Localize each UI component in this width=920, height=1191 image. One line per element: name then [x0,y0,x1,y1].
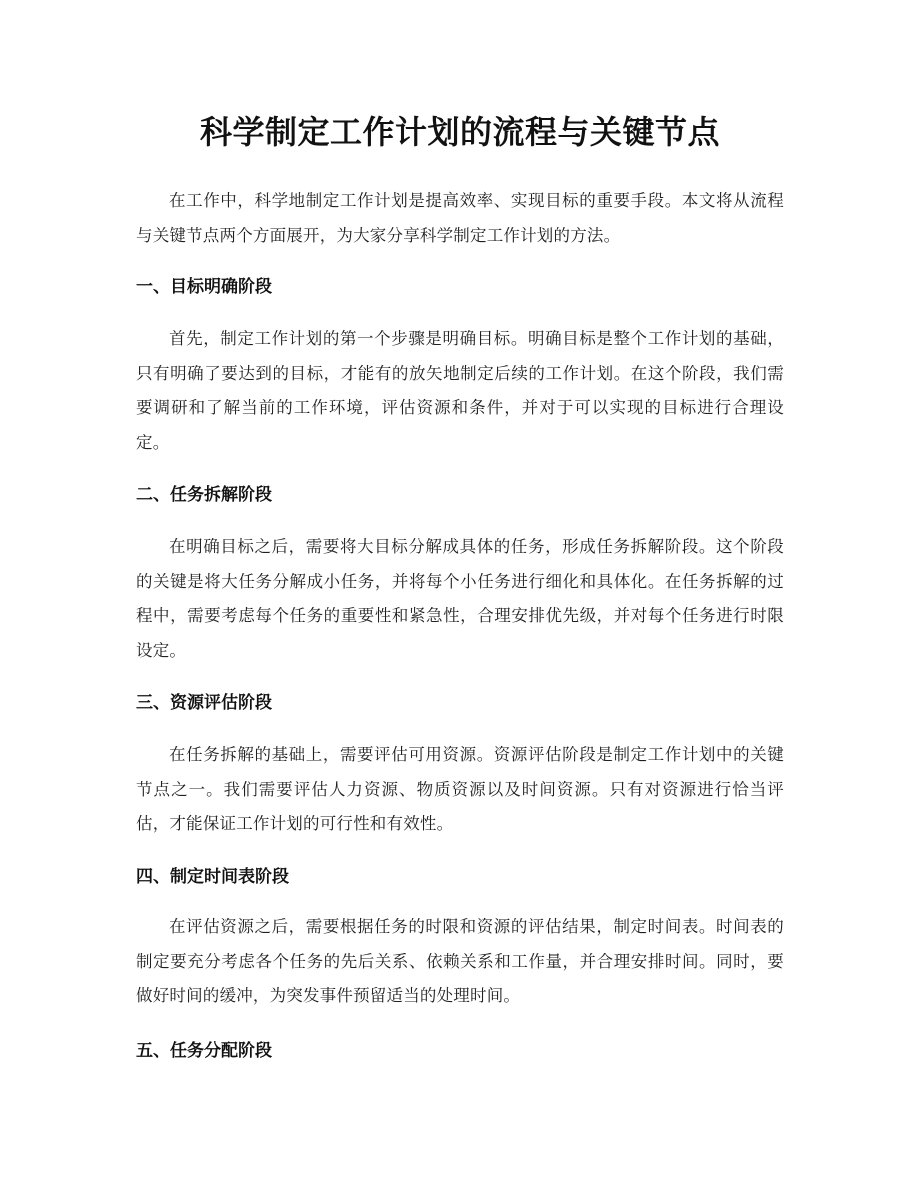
section-heading-2: 二、任务拆解阶段 [136,485,272,505]
section-body-1: 首先，制定工作计划的第一个步骤是明确目标。明确目标是整个工作计划的基础，只有明确了要达到的目标，才能有的放矢地制定后续的工作计划。在这个阶段，我们需要调研和了解当前的工作环境，评估资源和条件，并对于可以实现的目标进行合理设定。 [136,329,784,452]
section-body-3: 在任务拆解的基础上，需要评估可用资源。资源评估阶段是制定工作计划中的关键节点之一。我们需要评估人力资源、物质资源以及时间资源。只有对资源进行恰当评估，才能保证工作计划的可行性和有效性。 [136,745,784,833]
section-heading-4: 四、制定时间表阶段 [136,867,289,887]
section-heading-1: 一、目标明确阶段 [136,277,272,297]
section-body-4: 在评估资源之后，需要根据任务的时限和资源的评估结果，制定时间表。时间表的制定要充分考虑各个任务的先后关系、依赖关系和工作量，并合理安排时间。同时，要做好时间的缓冲，为突发事件预留适当的处理时间。 [136,917,784,1005]
document-title: 科学制定工作计划的流程与关键节点 [199,113,720,151]
section-heading-5: 五、任务分配阶段 [136,1041,272,1061]
intro-paragraph: 在工作中，科学地制定工作计划是提高效率、实现目标的重要手段。本文将从流程与关键节点两个方面展开，为大家分享科学制定工作计划的方法。 [136,191,784,245]
section-heading-3: 三、资源评估阶段 [136,693,272,713]
section-body-2: 在明确目标之后，需要将大目标分解成具体的任务，形成任务拆解阶段。这个阶段的关键是将大任务分解成小任务，并将每个小任务进行细化和具体化。在任务拆解的过程中，需要考虑每个任务的重要性和紧急性，合理安排优先级，并对每个任务进行时限设定。 [136,537,784,660]
